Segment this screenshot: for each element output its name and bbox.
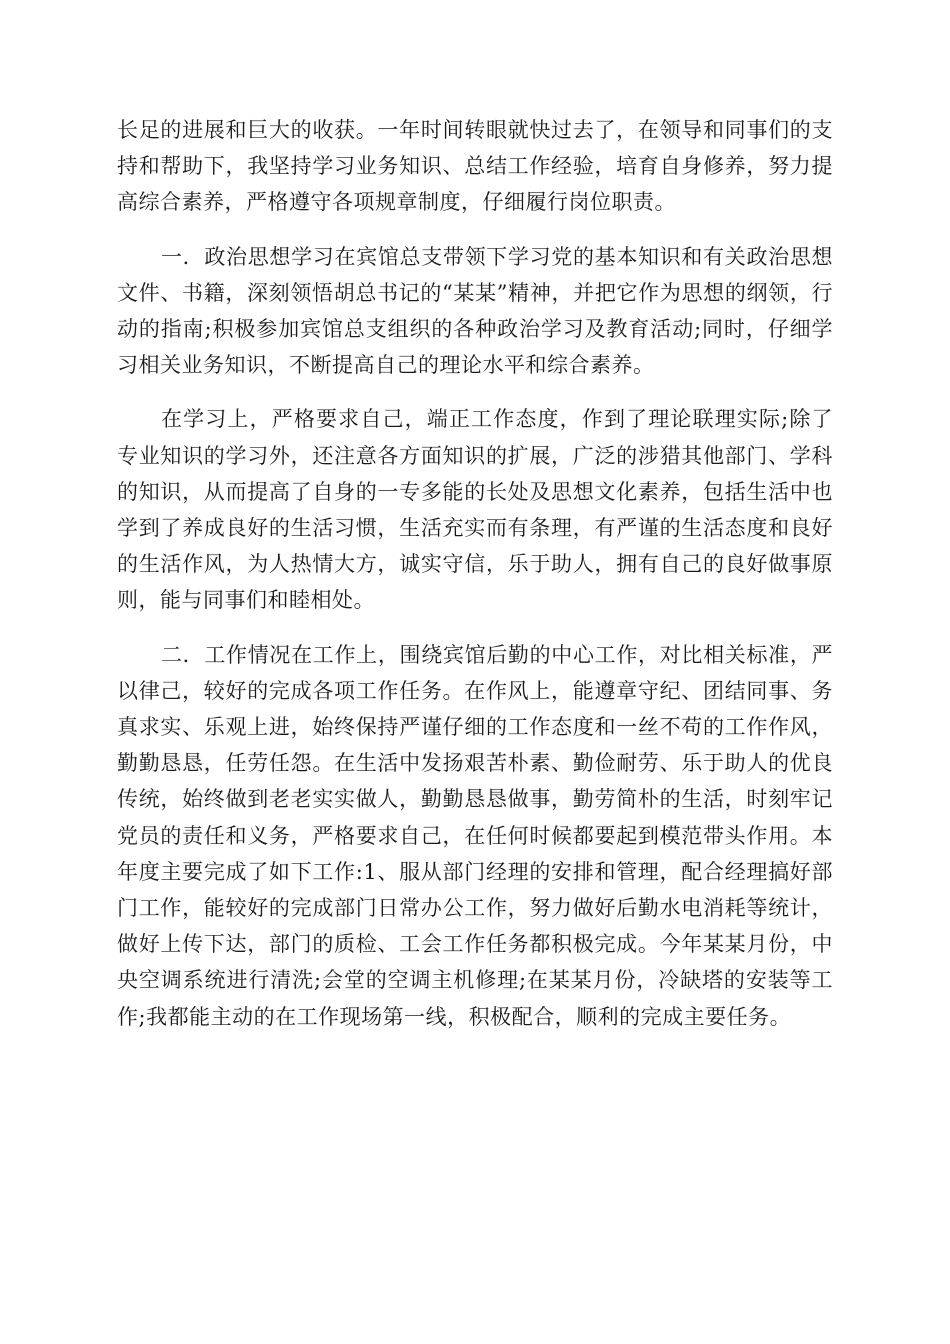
document-body [117, 112, 833, 1053]
paragraph-learning: 在学习上，严格要求自己，端正工作态度，作到了理论联理实际;除了专业知识的学习外，还注意各方面知识的扩展，广泛的涉猎其他部门、学科的知识，从而提高了自身的一专多能的长处及思想文化素养，包括生活中也学到了养成良好的生活习惯，生活充实而有条理，有严谨的生活态度和良好的生活作风，为人热情大方，诚实守信，乐于助人，拥有自己的良好做事原则，能与同事们和睦相处。 [117, 407, 833, 613]
paragraph-political-study: 一．政治思想学习在宾馆总支带领下学习党的基本知识和有关政治思想文件、书籍，深刻领悟胡总书记的“某某”精神，并把它作为思想的纲领，行动的指南;积极参加宾馆总支组织的各种政治学习及教育活动;同时，仔细学习相关业务知识，不断提高自己的理论水平和综合素养。 [117, 244, 833, 378]
paragraph-work-situation: 二．工作情况在工作上，围绕宾馆后勤的中心工作，对比相关标准，严以律己，较好的完成各项工作任务。在作风上，能遵章守纪、团结同事、务真求实、乐观上进，始终保持严谨仔细的工作态度和一丝不苟的工作作风，勤勤恳恳，任劳任怨。在生活中发扬艰苦朴素、勤俭耐劳、乐于助人的优良传统，始终做到老老实实做人，勤勤恳恳做事，勤劳简朴的生活，时刻牢记党员的责任和义务，严格要求自己，在任何时候都要起到模范带头作用。本年度主要完成了如下工作:1、服从部门经理的安排和管理，配合经理搞好部门工作，能较好的完成部门日常办公工作，努力做好后勤水电消耗等统计，做好上传下达，部门的质检、工会工作任务都积极完成。今年某某月份，中央空调系统进行清洗;会堂的空调主机修理;在某某月份，冷缺塔的安装等工作;我都能主动的在工作现场第一线，积极配合，顺利的完成主要任务。 [117, 642, 833, 1029]
paragraph-continuation: 长足的进展和巨大的收获。一年时间转眼就快过去了，在领导和同事们的支持和帮助下，我坚持学习业务知识、总结工作经验，培育自身修养，努力提高综合素养，严格遵守各项规章制度，仔细履行岗位职责。 [117, 118, 833, 215]
